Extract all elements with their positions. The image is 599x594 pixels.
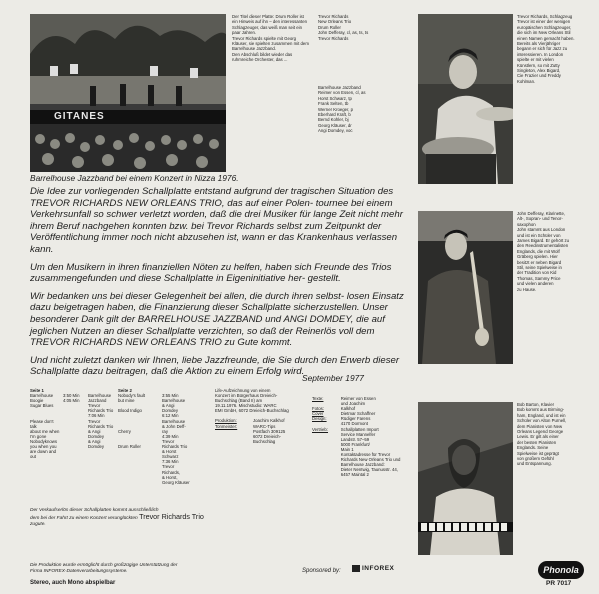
production-note: Die Produktion wurde ermöglicht durch großzügige Unterstützung der Firma INFOREX-Datenverarbeitungssysteme. bbox=[30, 563, 178, 574]
proceeds-note-end: zugute. bbox=[30, 522, 46, 527]
sponsor-logo bbox=[352, 565, 394, 572]
barrelhouse-lineup: Barrelhouse Jazzband Reimer von Essen, cl, as Horst Schwarz, tp Frank Selten, tb Werner Kroeger, p Eberhard Kraft, b Bernd Kohler, bj Georg Kläuser, dr Angi Domdey, voc bbox=[318, 85, 366, 134]
side-1-heading: Seite 1 bbox=[30, 388, 44, 393]
clarinetist-photo bbox=[418, 211, 513, 364]
production-labels: Produktion: Tonmeister: bbox=[215, 418, 238, 429]
pianist-photo bbox=[418, 402, 513, 555]
phonola-logo bbox=[538, 561, 584, 579]
sponsor-mark-icon bbox=[352, 565, 360, 572]
live-recording-note: Life-Aufzeichnung von einem Konzert im Bürgerhaus Dreieich- Buchschlag (Band II) am 19.11.1976. Mischstudio: WARC EMI GmbH, 6072 Dreieich-Buchschlag bbox=[215, 388, 289, 414]
main-paragraph-4: Und nicht zuletzt danken wir Ihnen, liebe Jazzfreunde, die Sie durch den Erwerb dieser Schallplatte dazu beitragen, daß die Aktion zu einem Erfolg wird. bbox=[30, 354, 400, 378]
stereo-note: Stereo, auch Mono abspielbar bbox=[30, 580, 116, 586]
side-1-listing bbox=[30, 388, 118, 459]
proceeds-note bbox=[30, 508, 260, 528]
side-1-performers: Barrelhouse Jazzband Trevor Richards Trio 7:06 Min Trevor Richards Trio & Angi Domdey & Angi Domdey bbox=[88, 393, 114, 450]
side-2-performers: 3:55 Min Barrelhouse & Angi Domdey 6:12 Min Barrelhouse & John Deff- ray 4:39 Min Trevor Richards Trio & Horst Schwarz 7:36 Min Trevor Richards, & Horst, Georg Kläuser bbox=[162, 393, 190, 485]
pianist-bio: Bob Barton, Klavier Bob kommt aus Birming- ham, England, und ist ein Schüler von Alton Purnell, dem Pianisten von New Orleans Legend George Lewis. Er gilt als einer der besten Pianisten Englands. Seine Spielweise ist geprägt von großem Gefühl und Entspannung. bbox=[517, 402, 567, 467]
credits-block bbox=[312, 396, 412, 478]
side-2-heading: Seite 2 bbox=[118, 388, 132, 393]
main-paragraph-1: Die Idee zur vorliegenden Schallplatte entstand aufgrund der tragischen Situation des TREVOR RICHARDS NEW ORLEANS TRIO, das auf einer Polen- tournee bei einem Verkehrsunfall so schwer verletzt worden, daß die drei Musiker für lange Zeit nicht mehr ihrem Beruf nachgehen konnten bzw. bei Trevor Richards selbst zum Zeitpunkt der Veröffentlichung immer noch nicht abzusehen ist, wann er das Krankenhaus verlassen kann. bbox=[30, 186, 403, 255]
drummer-photo bbox=[418, 14, 513, 184]
side-2-listing bbox=[118, 388, 210, 485]
main-paragraph-3: Wir bedanken uns bei dieser Gelegenheit bei allen, die durch ihren selbst- losen Einsatz dazu beigetragen haben, die Finanzierung dieser Schallplatte sicherzustellen. Unser besonderer Dank gilt der BARRELHOUSE JAZZBAND und ANGI DOMDEY, die auf jeglichen Nutzen an dieser Schallplatte verzichten, so daß der Reinerlös voll dem TREVOR RICHARDS NEW ORLEANS TRIO zu Gute kommt. bbox=[30, 290, 404, 349]
recording-info bbox=[215, 388, 311, 444]
main-text bbox=[30, 186, 410, 384]
main-paragraph-2: Um den Musikern in ihren finanziellen Nöten zu helfen, haben sich Freunde des Trios zusammengefunden und diese Schallplatte in Eigeninitiative her- gestellt. bbox=[30, 261, 392, 285]
proceeds-band-name: Trevor Richards Trio bbox=[139, 512, 204, 521]
intro-text-column: Der Titel dieser Platte: Drum Roller ist ein Hinweis auf ihn – den interessanten Schlagzeuger, das weiß man seit ein paar Jahren. Trevor Richards spielte mit Georg Kläuser, sie spielten zusammen mit dem Barrelhouse Jazzband. Den Abschluß bildet wieder das ruhmreiche Orchester, das ... bbox=[232, 14, 309, 63]
concert-banner: GITANES bbox=[54, 111, 105, 122]
phonola-logo-text: Phonola bbox=[543, 565, 579, 575]
drummer-bio: Trevor Richards, Schlagzeug Trevor ist einer der wenigen europäischen Schlagzeuger, die sich im New Orleans Stil einen Namen gemacht haben. Bereits als Vierjähriger begann er sich für Jazz zu interessieren. In London spielte er mit vielen Künstlern, so mit Zutty Singleton, Alex Bigard, Cie Frazier und Freddy Kohlman. bbox=[517, 14, 575, 84]
clarinetist-bio: John Defferay, Klarinette, Alt-, Sopran- und Tenor- saxophon John stammt aus London und ist ein Schüler von James Bigard. Er gehört zu den Reedinstrumentalisten Englands, die mit Wolf Gräberg spielen. Hier besitzt er neben Bigard Stil, seine Spielweise in der Tradition von Kid Thomas, Sammy Price und vielen anderen zu Hause. bbox=[517, 211, 570, 292]
credits-labels: Texte: Fotos: Cover Design: Vertrieb: bbox=[312, 396, 329, 432]
production-values: Joachim Kalkhof WARC-Tips Postfach 309125 6072 Dreieich- Buchschlag bbox=[253, 418, 286, 444]
sponsor-name: INFOREX bbox=[362, 565, 395, 572]
sponsored-label: Sponsored by: bbox=[302, 568, 341, 574]
concert-photo-caption: Barrelhouse Jazzband bei einem Konzert in Nizza 1976. bbox=[30, 173, 239, 183]
trio-lineup: Trevor Richards New Orleans Trio Drum Roller John Defferay, cl, as, ts, ts Trevor Richards bbox=[318, 14, 369, 41]
concert-photo bbox=[30, 14, 226, 172]
catalog-number: PR 7017 bbox=[546, 580, 572, 587]
side-2-titles: Nobody's fault but mine Blood Indigo Cherry Drum Roller bbox=[118, 393, 146, 450]
credits-values: Reimer von Essen und Joachim Kalkhof Dietmar Schaffner Rüdiger Farens 4170 Dormont Schallplatten Import Service Mannelfer Landstr. 57–59 5000 Frankfurt/ Main 1 Kontaktadresse für Trevor Richards New Orleans Trio und Barrelhouse Jazzband: Dieter Nentwig, Taunusstr. 44, 6457 Maintal 2 bbox=[340, 396, 401, 478]
side-1-times: 3:50 Min 4:05 Min bbox=[63, 393, 80, 404]
side-1-titles: Barrelhouse Boogie Sugar Blues Please don't talk about me when I'm gone Nobodyknows you when you are down and out bbox=[30, 393, 60, 460]
proceeds-note-text: Der Verkaufserlös dieser Schallplatten kommt ausschließlich dem bei der Fahrt zu einem Konzert verunglückten bbox=[30, 508, 159, 521]
date-line: September 1977 bbox=[302, 373, 364, 383]
